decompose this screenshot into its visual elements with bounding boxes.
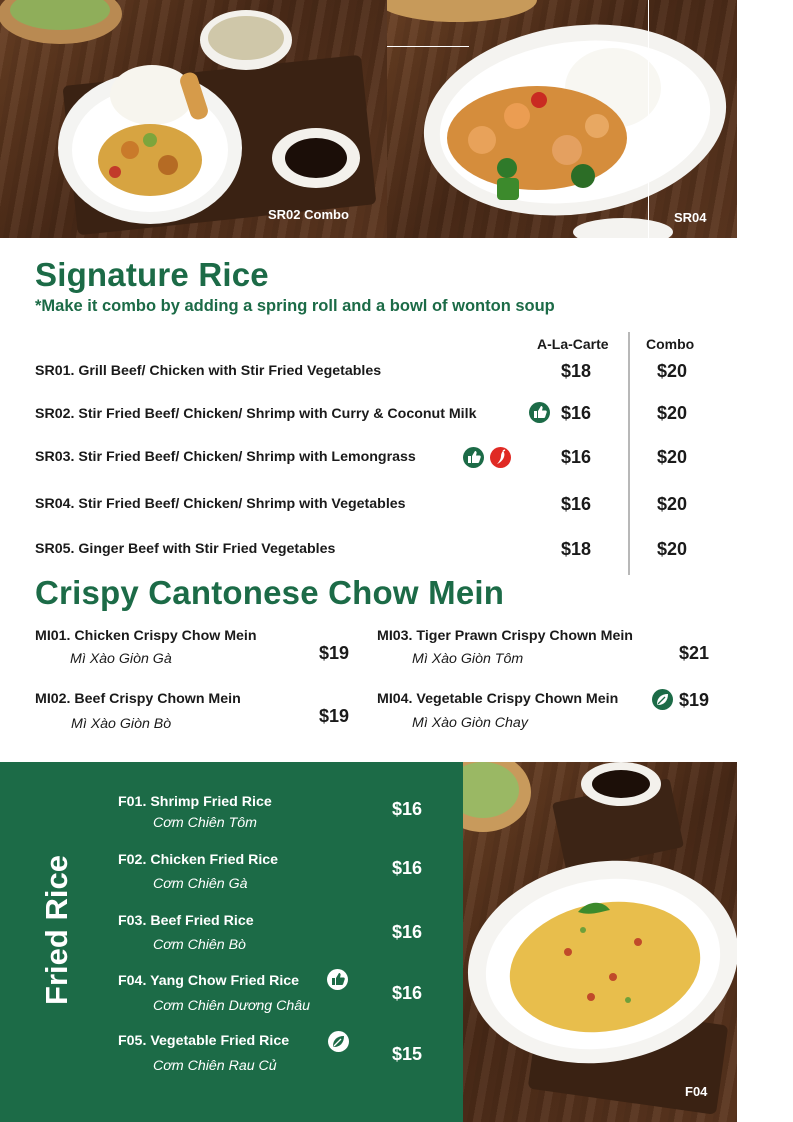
photo-divider: [648, 0, 649, 238]
menu-item-f03: F03. Beef Fried Rice: [118, 913, 254, 929]
menu-item-f02-vietnamese: Cơm Chiên Gà: [153, 876, 248, 892]
thumbs-up-icon: [463, 447, 484, 468]
menu-item-f01-vietnamese: Cơm Chiên Tôm: [153, 815, 257, 831]
food-photo-illustration: [0, 0, 387, 238]
combo-note: *Make it combo by adding a spring roll and a bowl of wonton soup: [35, 297, 555, 315]
column-header-combo: Combo: [646, 336, 695, 352]
price-combo-sr04: $20: [657, 494, 688, 514]
photo-f04: [463, 762, 737, 1122]
price-alacarte-sr05: $18: [561, 539, 592, 559]
photo-caption-sr04: SR04: [674, 210, 707, 225]
photo-sr04: [387, 0, 737, 238]
price-combo-sr02: $20: [657, 403, 688, 423]
food-photo-illustration: [463, 762, 737, 1122]
price-combo-sr03: $20: [657, 447, 688, 467]
menu-item-sr02-label: SR02. Stir Fried Beef/ Chicken/ Shrimp with Curry & Coconut Milk: [35, 406, 477, 422]
thumbs-up-icon: [529, 402, 550, 423]
fried-rice-title: Fried Rice: [39, 855, 74, 1005]
menu-item-sr01: SR01. Grill Beef/ Chicken with Stir Fried Vegetables: [35, 363, 382, 379]
leaf-icon: [328, 1031, 349, 1052]
menu-item-sr04: SR04. Stir Fried Beef/ Chicken/ Shrimp with Vegetables: [35, 496, 406, 512]
price-mi01: $19: [319, 643, 350, 663]
menu-item-mi02-vietnamese: Mì Xào Giòn Bò: [71, 716, 172, 732]
menu-item-f02: F02. Chicken Fried Rice: [118, 852, 279, 868]
menu-item-f04: F04. Yang Chow Fried Rice: [118, 973, 300, 989]
menu-item-f05-vietnamese: Cơm Chiên Rau Củ: [153, 1058, 277, 1074]
column-header-alacarte: A-La-Carte: [537, 336, 609, 352]
menu-item-mi04: MI04. Vegetable Crispy Chown Mein: [377, 691, 619, 707]
price-combo-sr05: $20: [657, 539, 688, 559]
menu-item-mi01: MI01. Chicken Crispy Chow Mein: [35, 628, 257, 644]
menu-item-mi03-vietnamese: Mì Xào Giòn Tôm: [412, 651, 524, 667]
menu-item-f05: F05. Vegetable Fried Rice: [118, 1033, 290, 1049]
menu-item-mi02: MI02. Beef Crispy Chown Mein: [35, 691, 241, 707]
price-mi04: $19: [679, 690, 710, 710]
price-alacarte-sr02: $16: [561, 403, 592, 423]
leaf-icon: [652, 689, 673, 710]
price-f01: $16: [392, 799, 423, 819]
chow-mein-title: Crispy Cantonese Chow Mein: [35, 574, 505, 611]
menu-item-f04-vietnamese: Cơm Chiên Dương Châu: [153, 998, 311, 1014]
signature-rice-title: Signature Rice: [35, 256, 269, 293]
menu-item-f03-vietnamese: Cơm Chiên Bò: [153, 937, 246, 953]
thumbs-up-icon: [327, 969, 348, 990]
menu-item-mi04-vietnamese: Mì Xào Giòn Chay: [412, 715, 528, 731]
menu-item-sr05: SR05. Ginger Beef with Stir Fried Vegetables: [35, 541, 336, 557]
price-f02: $16: [392, 858, 423, 878]
price-f03: $16: [392, 922, 423, 942]
menu-item-sr02: [35, 406, 476, 422]
price-mi03: $21: [679, 643, 710, 663]
price-alacarte-sr04: $16: [561, 494, 592, 514]
photo-sr02-combo: [0, 0, 387, 238]
price-alacarte-sr01: $18: [561, 361, 592, 381]
price-f04: $16: [392, 983, 423, 1003]
menu-item-mi01-vietnamese: Mì Xào Giòn Gà: [70, 651, 172, 667]
price-f05: $15: [392, 1044, 423, 1064]
menu-item-sr03: SR03. Stir Fried Beef/ Chicken/ Shrimp with Lemongrass: [35, 449, 416, 465]
menu-item-mi03: MI03. Tiger Prawn Crispy Chown Mein: [377, 628, 633, 644]
menu-item-f01: F01. Shrimp Fried Rice: [118, 794, 272, 810]
column-divider: [628, 332, 630, 575]
photo-divider: [387, 46, 469, 47]
price-alacarte-sr03: $16: [561, 447, 592, 467]
price-mi02: $19: [319, 706, 350, 726]
food-photo-illustration: [387, 0, 737, 238]
chili-icon: [490, 447, 511, 468]
photo-caption-f04: F04: [685, 1084, 708, 1099]
photo-caption-sr02-combo: SR02 Combo: [268, 207, 349, 222]
price-combo-sr01: $20: [657, 361, 688, 381]
